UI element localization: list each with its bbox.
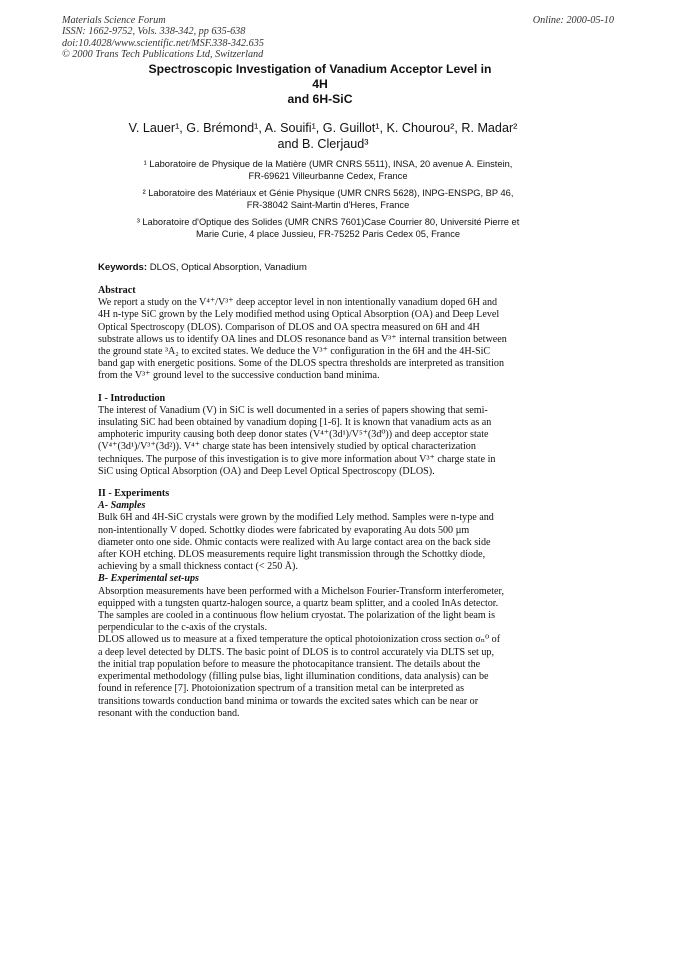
abstract-line: from the V³⁺ ground level to the successive conduction band minima.	[98, 370, 380, 382]
copyright-line: © 2000 Trans Tech Publications Ltd, Switzerland	[62, 49, 264, 61]
issn-line: ISSN: 1662-9752, Vols. 338-342, pp 635-638	[62, 26, 246, 38]
paper-body	[98, 285, 548, 720]
affiliation-line: ² Laboratoire des Matériaux et Génie Physique (UMR CNRS 5628), INPG-ENSPG, BP 46,	[142, 188, 514, 199]
doi-line: doi:10.4028/www.scientific.net/MSF.338-342.635	[62, 37, 264, 49]
author-list	[88, 120, 558, 152]
journal-info	[62, 15, 392, 61]
samples-line: diameter onto one side. Ohmic contacts were realized with Au large contact area on the back side	[98, 536, 491, 548]
affiliation-line: FR-69621 Villeurbanne Cedex, France	[248, 170, 408, 181]
setup-line: transitions towards conduction band minima or towards the excited sates which can be near or	[98, 695, 479, 707]
setup-line: Absorption measurements have been performed with a Michelson Fourier-Transform interferometer,	[98, 585, 505, 597]
samples-line: achieving by a small thickness contact (< 250 Å).	[98, 561, 298, 573]
abstract-line: We report a study on the V⁴⁺/V³⁺ deep acceptor level in non intentionally vanadium doped 6H and	[98, 297, 498, 309]
setup-line: resonant with the conduction band.	[98, 707, 240, 719]
affiliation-line: FR-38042 Saint-Martin d'Heres, France	[246, 199, 410, 210]
samples-heading: A- Samples	[98, 500, 146, 512]
keywords	[98, 262, 307, 273]
abstract-heading: Abstract	[98, 285, 136, 296]
introduction-line: SiC using Optical Absorption (OA) and Deep Level Optical Spectroscopy (DLOS).	[98, 465, 435, 477]
setup-line: found in reference [7]. Photoionization spectrum of a transition metal can be interpreted as	[98, 683, 465, 695]
authors-line: and B. Clerjaud³	[277, 137, 369, 151]
experiments-heading: II - Experiments	[98, 488, 170, 500]
introduction-line: amphoteric impurity causing both deep donor states (V⁴⁺(3d¹)/V⁵⁺(3d⁰)) and deep acceptor state	[98, 429, 489, 441]
setup-line: experimental methodology (filling pulse bias, light illumination conditions, data analysis) can be	[98, 671, 489, 683]
abstract-line: Optical Spectroscopy (DLOS). Comparison of DLOS and OA spectra measured on 6H and 4H	[98, 321, 480, 333]
keywords-label: Keywords:	[98, 262, 148, 273]
introduction-line: The interest of Vanadium (V) in SiC is well documented in a series of papers showing that semi-	[98, 404, 488, 416]
setup-line: a deep level detected by DLTS. The basic point of DLOS is to control accurately via DLTS set up,	[98, 646, 494, 658]
samples-line: non-intentionally V doped. Schottky diodes were fabricated by evaporating Au dots 500 µm	[98, 524, 470, 536]
setup-heading: B- Experimental set-ups	[98, 573, 199, 585]
title-line: 4H	[312, 77, 328, 91]
setup-line: DLOS allowed us to measure at a fixed temperature the optical photoionization cross section σₙ⁰ of	[98, 634, 501, 646]
abstract-line: the ground state ³A₂ to excited states. We deduce the V³⁺ configuration in the 6H and the 4H-SiC	[98, 346, 491, 358]
introduction-heading: I - Introduction	[98, 392, 166, 404]
introduction-line: insulating SiC had been obtained by vanadium doping [1-6]. It is known that vanadium acts as an	[98, 417, 492, 429]
affiliation-2	[98, 188, 558, 211]
abstract-line: 4H n-type SiC grown by the Lely modified method using Optical Absorption (OA) and Deep Level	[98, 309, 500, 321]
affiliation-3	[98, 217, 558, 240]
authors-line: V. Lauer¹, G. Brémond¹, A. Souifi¹, G. Guillot¹, K. Chourou², R. Madar²	[128, 121, 518, 135]
samples-line: after KOH etching. DLOS measurements require light transmission through the Schottky diode,	[98, 549, 486, 561]
samples-line: Bulk 6H and 4H-SiC crystals were grown by the modified Lely method. Samples were n-type and	[98, 512, 494, 524]
affiliation-line: Marie Curie, 4 place Jussieu, FR-75252 Paris Cedex 05, France	[195, 228, 461, 239]
affiliation-line: ³ Laboratoire d'Optique des Solides (UMR CNRS 7601)Case Courrier 80, Université Pierre et	[136, 217, 520, 228]
introduction-line: techniques. The purpose of this investigation is to give more information about V³⁺ charge state in	[98, 453, 496, 465]
affiliation-1	[98, 159, 558, 182]
keywords-text: DLOS, Optical Absorption, Vanadium	[147, 262, 307, 273]
setup-line: The samples are cooled in a continuous flow helium cryostat. The polarization of the light beam is	[98, 610, 496, 622]
abstract-line: band gap with energetic positions. Some of the DLOS spectra thresholds are interpreted as transition	[98, 358, 504, 370]
abstract-line: substrate allows us to identify OA lines and DLOS resonance band as V³⁺ internal transition between	[98, 333, 507, 345]
setup-line: the initial trap population before to measure the photocapitance transient. The details about the	[98, 658, 481, 670]
title-line: and 6H-SiC	[287, 92, 353, 106]
setup-line: equipped with a tungsten quartz-halogen source, a quartz beam splitter, and a cooled InAs detector.	[98, 597, 499, 609]
affiliations	[98, 159, 558, 247]
introduction-line: (V⁴⁺(3d¹)/V³⁺(3d²)). V⁴⁺ charge state has been intensively studied by optical characterization	[98, 441, 476, 453]
paper-title	[100, 62, 540, 107]
online-date: Online: 2000-05-10	[532, 15, 614, 26]
affiliation-line: ¹ Laboratoire de Physique de la Matière (UMR CNRS 5511), INSA, 20 avenue A. Einstein,	[143, 159, 513, 169]
setup-line: perpendicular to the c-axis of the crystals.	[98, 622, 268, 634]
journal-name: Materials Science Forum	[62, 15, 166, 26]
title-line: Spectroscopic Investigation of Vanadium Acceptor Level in	[148, 62, 492, 76]
